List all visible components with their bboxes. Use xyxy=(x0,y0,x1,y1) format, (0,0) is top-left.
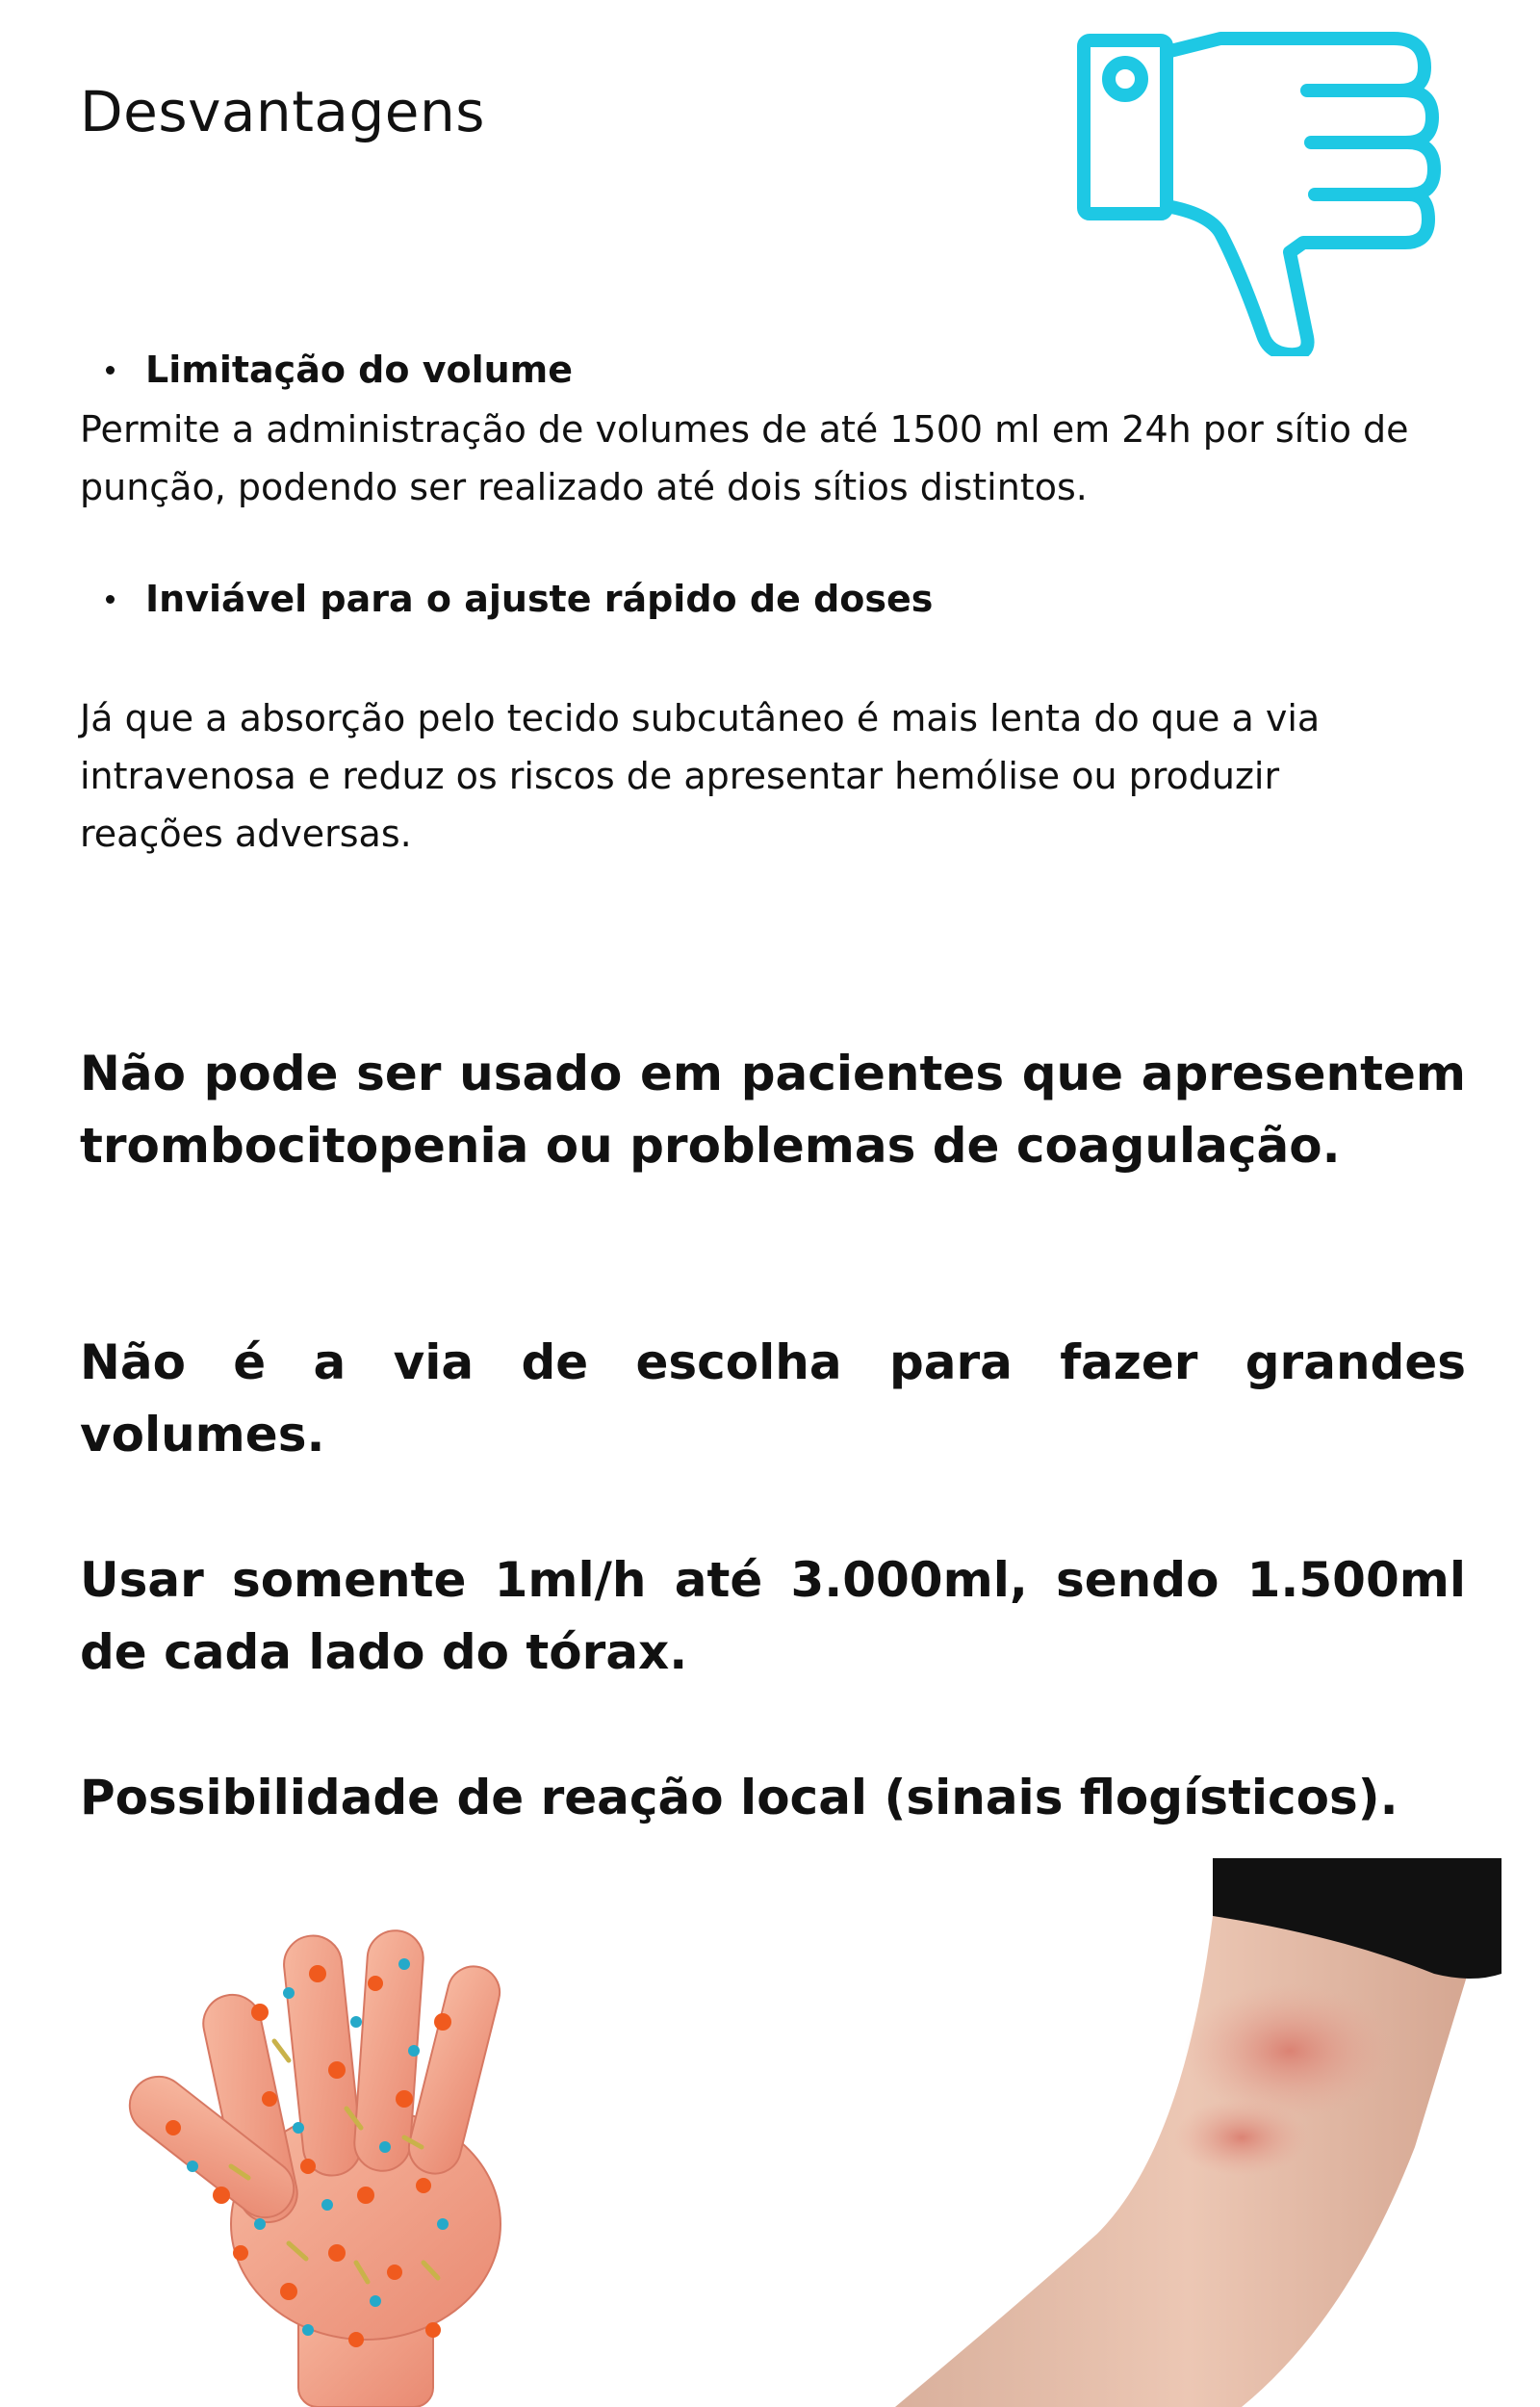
bullet-paragraph: Permite a administração de volumes de até 1500 ml em 24h por sítio de punção, podendo ser realizado até dois sítios distintos. xyxy=(80,408,1409,508)
bullet-heading-volume xyxy=(106,349,573,391)
statement: Possibilidade de reação local (sinais flogísticos). xyxy=(80,1770,1399,1825)
bullet-dot xyxy=(106,595,115,604)
bullet-heading-dose xyxy=(106,578,933,620)
bullet-paragraph: Já que a absorção pelo tecido subcutâneo é mais lenta do que a via intravenosa e reduz os riscos de apresentar hemólise ou produzir reações adversas. xyxy=(80,697,1321,855)
page-title: Desvantagens xyxy=(80,79,485,144)
bullet-heading-text: Inviável para o ajuste rápido de doses xyxy=(145,578,934,620)
hand-germs-image xyxy=(116,1877,616,2407)
thumbs-down-icon xyxy=(1076,29,1448,356)
bullet-heading-text: Limitação do volume xyxy=(145,349,574,391)
statement: Não pode ser usado em pacientes que apresentem trombocitopenia ou problemas de coagulação. xyxy=(80,1046,1466,1174)
statement: Usar somente 1ml/h até 3.000ml, sendo 1.500ml de cada lado do tórax. xyxy=(80,1552,1466,1680)
statement: Não é a via de escolha para fazer grandes volumes. xyxy=(80,1334,1466,1462)
bullet-dot xyxy=(106,366,115,375)
arm-reaction-image xyxy=(895,1858,1502,2407)
